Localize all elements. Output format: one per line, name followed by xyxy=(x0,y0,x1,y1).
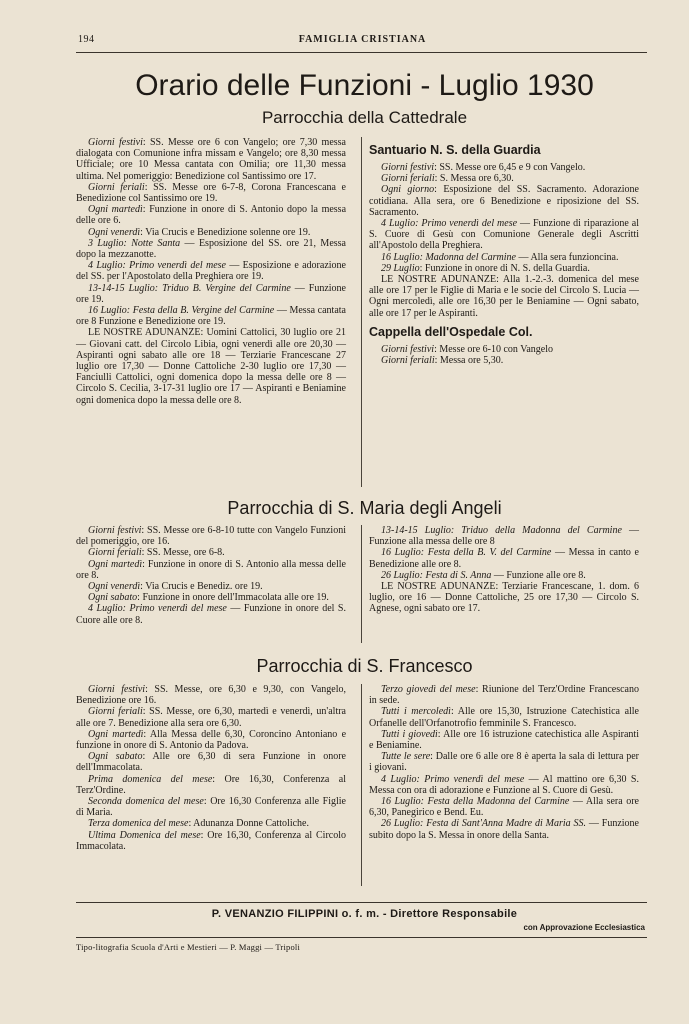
entry-text: — Esposizione del SS. ore 21, Messa dopo la mezzanotte. xyxy=(76,237,346,261)
schedule-entry xyxy=(76,774,346,796)
entry-label: 4 Luglio: Primo venerdì del mese xyxy=(381,218,518,230)
schedule-entry xyxy=(369,570,639,581)
journal-title: FAMIGLIA CRISTIANA xyxy=(298,34,427,45)
schedule-entry xyxy=(76,260,346,282)
entry-text: — Alla sera ore 6,30, Panegirico e Bend. Eu. xyxy=(369,796,639,819)
schedule-entry xyxy=(76,525,346,547)
entry-text: : SS. Messe, ore 6-8. xyxy=(141,547,225,559)
santa-maria-right-column xyxy=(369,525,639,615)
schedule-entry xyxy=(369,252,639,263)
schedule-entry xyxy=(76,830,346,852)
entry-label: Prima domenica del mese xyxy=(88,773,213,785)
entry-text: : Ore 16,30, Conferenza al Circolo Immacolata. xyxy=(76,829,346,852)
schedule-entry xyxy=(76,204,346,226)
entry-text: : Funzione in onore di S. Antonio alla messa delle ore 8. xyxy=(76,558,346,581)
schedule-entry xyxy=(76,227,346,238)
schedule-entry xyxy=(76,283,346,305)
entry-text: : Messa ore 5,30. xyxy=(434,355,504,367)
entry-label: Tutte le sere xyxy=(381,751,431,763)
heading-cappella-ospedale: Cappella dell'Ospedale Col. xyxy=(369,324,533,339)
entry-text: — Funzione in onore del S. Cuore alle ore 8. xyxy=(76,603,346,626)
cattedrale-continued-column xyxy=(369,137,639,487)
schedule-entry xyxy=(76,137,346,182)
approval-note: con Approvazione Ecclesiastica xyxy=(523,923,645,932)
entry-label: Ogni martedì xyxy=(88,204,143,216)
page-title: Orario delle Funzioni - Luglio 1930 xyxy=(135,69,594,102)
san-francesco-right-column xyxy=(369,684,639,841)
entry-label: Giorni feriali xyxy=(88,181,145,193)
entry-text: — Funzione subito dopo la S. Messa in onore della Santa. xyxy=(369,818,639,841)
printer-rule xyxy=(76,937,647,938)
entry-label: Ogni sabato xyxy=(88,751,143,763)
entry-text: : SS. Messe, ore 6,30, martedì e venerdì, un'altra alle ore 7. Benedizione alla sera ore 6,30. xyxy=(76,706,346,729)
schedule-entry xyxy=(369,162,639,173)
entry-text: : Alle ore 16 istruzione catechistica alle Aspiranti e Beniamine. xyxy=(369,728,639,752)
column-divider xyxy=(361,137,362,487)
entry-label: Giorni feriali xyxy=(88,547,142,559)
schedule-entry xyxy=(369,706,639,728)
entry-text: : Funzione in onore di N. S. della Guardia. xyxy=(419,262,590,274)
schedule-entry xyxy=(76,547,346,558)
schedule-entry xyxy=(369,684,639,706)
entry-text: : Ore 16,30 Conferenza alle Figlie di Maria. xyxy=(76,796,346,819)
heading-santuario-guardia: Santuario N. S. della Guardia xyxy=(369,143,541,157)
entry-label: Tutti i giovedì xyxy=(381,728,438,740)
entry-text: : SS. Messe ore 6,45 e 9 con Vangelo. xyxy=(434,162,586,173)
schedule-entry xyxy=(369,581,639,615)
running-head xyxy=(78,34,647,48)
entry-text: — Messa cantata ore 8 Funzione e Benedizione ore 19. xyxy=(76,305,346,328)
entry-text: — Funzione ore 19. xyxy=(76,282,346,305)
section-heading-san-francesco: Parrocchia di S. Francesco xyxy=(256,656,473,676)
entry-label: Ogni sabato xyxy=(88,592,138,604)
entry-label: Giorni feriali xyxy=(381,355,435,367)
schedule-entry xyxy=(369,796,639,818)
entry-text: : SS. Messe, ore 6,30 e 9,30, con Vangelo, Benedizione ore 16. xyxy=(76,684,347,707)
schedule-entry xyxy=(369,218,639,252)
entry-label: 16 Luglio: Festa della Madonna del Carmine xyxy=(381,796,570,808)
entry-label: 4 Luglio: Primo venerdì del mese xyxy=(88,260,226,272)
entry-label: Giorni festivi xyxy=(88,684,146,695)
entry-label: Tutti i mercoledì xyxy=(381,706,451,718)
entry-label: 16 Luglio: Festa della B. V. del Carmine xyxy=(381,547,552,559)
entry-text: — Funzione di riparazione al S. Cuore di Gesù con Comunione Generale degli Ascritti all'Apostolo della Preghiera. xyxy=(369,218,639,252)
printer-credit: Tipo-litografia Scuola d'Arti e Mestieri — P. Maggi — Tripoli xyxy=(76,942,301,952)
schedule-entry xyxy=(76,238,346,260)
director-line: P. VENANZIO FILIPPINI o. f. m. - Direttore Responsabile xyxy=(211,908,518,920)
entry-text: : Ore 16,30, Conferenza al Terz'Ordine. xyxy=(76,773,346,796)
entry-text: — Messa in canto e Benedizione alle ore 8. xyxy=(369,547,639,570)
entry-text: : Adunanza Donne Cattoliche. xyxy=(188,818,309,830)
entry-text: : Dalle ore 6 alle ore 8 è aperta la sala di lettura per i giovani. xyxy=(369,751,640,774)
schedule-entry xyxy=(76,327,346,405)
entry-label: Ogni venerdì xyxy=(88,581,141,593)
entry-text: : Riunione del Terz'Ordine Francescano in sede. xyxy=(369,684,639,707)
schedule-entry xyxy=(76,182,346,204)
entry-label: 3 Luglio: Notte Santa xyxy=(88,237,181,249)
schedule-entry xyxy=(369,173,639,184)
entry-label: Giorni feriali xyxy=(381,173,435,185)
schedule-entry xyxy=(369,344,639,355)
entry-label: 13-14-15 Luglio: Triduo della Madonna del Carmine xyxy=(381,525,622,536)
entry-text: — Al mattino ore 6,30 S. Messa con ora di adorazione e Funzione al S. Cuore di Gesù. xyxy=(369,773,639,796)
entry-label: Ultima Domenica del mese xyxy=(88,829,201,841)
entry-text: : Alle ore 6,30 di sera Funzione in onore dell'Immacolata. xyxy=(76,751,347,774)
entry-text: — Funzione alle ore 8. xyxy=(491,569,586,581)
entry-text: : Via Crucis e Benediz. ore 19. xyxy=(140,581,263,593)
entry-label: Ogni martedì xyxy=(88,728,144,740)
entry-label: Terzo giovedì del mese xyxy=(381,684,476,695)
schedule-entry xyxy=(76,818,346,829)
schedule-entry xyxy=(369,547,639,569)
cattedrale-column xyxy=(76,137,346,482)
entry-text: : Alla Messa delle 6,30, Coroncino Antoniano e funzione in onore di S. Antonio da Padova. xyxy=(76,728,347,752)
schedule-entry xyxy=(76,684,346,706)
san-francesco-left-column xyxy=(76,684,346,852)
entry-label: 13-14-15 Luglio: Triduo B. Vergine del Carmine xyxy=(88,282,291,294)
entry-label: Ogni martedì xyxy=(88,558,143,570)
entry-label: Giorni festivi xyxy=(381,343,435,355)
schedule-entry xyxy=(76,581,346,592)
entry-label: 26 Luglio: Festa di S. Anna xyxy=(381,569,492,581)
schedule-entry xyxy=(76,592,346,603)
schedule-entry xyxy=(369,355,639,366)
schedule-entry xyxy=(369,525,639,547)
entry-text: : Funzione in onore di S. Antonio dopo la messa delle ore 6. xyxy=(76,204,347,227)
schedule-entry xyxy=(369,729,639,751)
section-heading-santa-maria: Parrocchia di S. Maria degli Angeli xyxy=(227,498,502,518)
entry-label: Giorni festivi xyxy=(88,137,143,148)
entry-label: Ogni giorno xyxy=(381,184,435,196)
entry-text: : S. Messa ore 6,30. xyxy=(434,173,514,185)
entry-label: 26 Luglio: Festa di Sant'Anna Madre di Maria SS. xyxy=(381,818,587,830)
footer-rule xyxy=(76,902,647,903)
schedule-entry xyxy=(76,729,346,751)
entry-label: 4 Luglio: Primo venerdì del mese xyxy=(88,603,227,615)
entry-text: LE NOSTRE ADUNANZE: Terziarie Francescane, 1. dom. 6 luglio, ore 16 — Donne Cattoliche, 25 ore 17,30 — Circolo S. Agnese, ogni sabato ore 17. xyxy=(369,581,639,615)
entry-text: : SS. Messe ore 6-7-8, Corona Francescana e Benedizione col Santissimo ore 19. xyxy=(76,181,346,205)
column-divider xyxy=(361,525,362,643)
entry-text: : Funzione in onore dell'Immacolata alle ore 19. xyxy=(137,592,329,604)
entry-text: — Esposizione e adorazione del SS. per l'Apostolato della Preghiera ore 19. xyxy=(76,260,346,283)
schedule-entry xyxy=(369,263,639,274)
santa-maria-left-column xyxy=(76,525,346,626)
schedule-entry xyxy=(76,706,346,728)
entry-text: : Esposizione del SS. Sacramento. Adorazione cotidiana. Alla sera, ore 6 Benedizione e riposizione del SS. Sacramento. xyxy=(369,184,639,218)
entry-label: 29 Luglio xyxy=(381,262,420,274)
entry-text: LE NOSTRE ADUNANZE: Uomini Cattolici, 30 luglio ore 21 — Giovani catt. del Circolo Libia, ogni venerdì alle ore 20,30 — Aspiranti ogni sabato alle ore 18 — Terziarie Francescane 27 luglio ore 17,30 — Donne Cattoliche 2-30 luglio ore 17,30 — Fanciulli Cattolici, ogni domenica dopo la messa delle ore 8 — Circolo S. Cecilia, 3-17-31 luglio ore 17 — Aspiranti e Beniamine ogni domenica dopo la messa delle ore 8. xyxy=(76,327,346,406)
entry-label: 16 Luglio: Madonna del Carmine xyxy=(381,251,516,263)
schedule-entry xyxy=(369,274,639,319)
schedule-entry xyxy=(76,751,346,773)
section-heading-cattedrale: Parrocchia della Cattedrale xyxy=(261,108,468,127)
schedule-entry xyxy=(369,818,639,840)
schedule-entry xyxy=(369,751,639,773)
entry-label: Giorni festivi xyxy=(88,525,142,536)
header-rule xyxy=(76,52,647,53)
entry-text: : Messe ore 6-10 con Vangelo xyxy=(434,343,554,355)
entry-label: Seconda domenica del mese xyxy=(88,796,204,808)
entry-text: — Alla sera funzioncina. xyxy=(516,251,619,263)
schedule-entry xyxy=(76,796,346,818)
entry-label: 4 Luglio: Primo venerdì del mese xyxy=(381,773,525,785)
entry-label: Giorni festivi xyxy=(381,162,435,173)
schedule-entry xyxy=(369,184,639,218)
entry-label: Terza domenica del mese xyxy=(88,818,189,830)
entry-label: Giorni feriali xyxy=(88,706,143,718)
schedule-entry xyxy=(76,603,346,625)
column-divider xyxy=(361,684,362,886)
schedule-entry xyxy=(76,305,346,327)
entry-text: : SS. Messe ore 6 con Vangelo; ore 7,30 messa dialogata con Comunione infra missam e Vangelo; ore 8,30 messa Ufficiale; ore 10 Messa cantata con Omilia; ore 11,30 messa ultima. Nel pomeriggio: Benedizione col Santissimo ore 17. xyxy=(76,137,346,182)
schedule-entry xyxy=(76,559,346,581)
entry-text: : SS. Messe ore 6-8-10 tutte con Vangelo Funzioni del pomeriggio, ore 16. xyxy=(76,525,346,548)
entry-text: : Via Crucis e Benedizione solenne ore 19. xyxy=(140,226,311,238)
schedule-entry xyxy=(369,774,639,796)
entry-label: Ogni venerdì xyxy=(88,226,141,238)
entry-label: 16 Luglio: Festa della B. Vergine del Carmine xyxy=(88,305,275,317)
entry-text: — Funzione alla messa delle ore 8 xyxy=(369,525,639,548)
entry-text: LE NOSTRE ADUNANZE: Alla 1.-2.-3. domenica del mese alle ore 17 per le Figlie di Maria e le socie del Circolo S. Lucia — Ogni mercoledì, alle ore 16,30 per le Beniamine — Ogni sabato, alle ore 17 per le Aspiranti. xyxy=(369,274,639,319)
entry-text: : Alle ore 15,30, Istruzione Catechistica alle Orfanelle dell'Orfanotrofio femminile S. Francesco. xyxy=(369,706,639,729)
page-number: 194 xyxy=(78,34,95,45)
